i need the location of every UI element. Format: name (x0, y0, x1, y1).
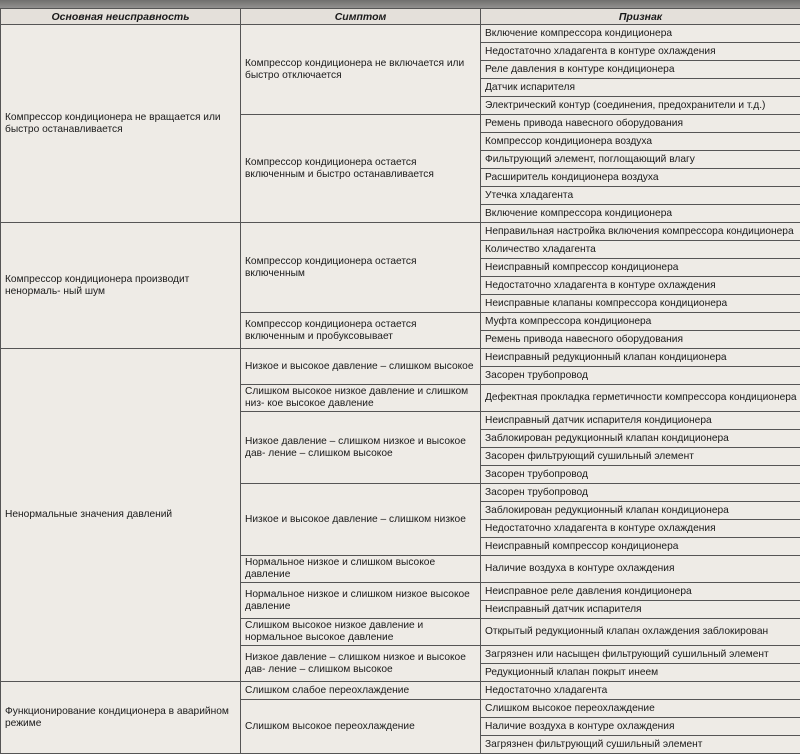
sign-cell: Недостаточно хладагента в контуре охлаждения (481, 277, 800, 295)
sign-cell: Неисправный датчик испарителя (481, 601, 800, 619)
sign-cell: Открытый редукционный клапан охлаждения заблокирован (481, 619, 800, 646)
sign-cell: Заблокирован редукционный клапан кондиционера (481, 430, 800, 448)
sign-cell: Неисправный датчик испарителя кондиционера (481, 412, 800, 430)
symptom-cell: Компрессор кондиционера не включается или быстро отключается (241, 25, 481, 115)
sign-cell: Фильтрующий элемент, поглощающий влагу (481, 151, 800, 169)
sign-cell: Заблокирован редукционный клапан кондиционера (481, 502, 800, 520)
sign-cell: Неисправный редукционный клапан кондиционера (481, 349, 800, 367)
sign-cell: Недостаточно хладагента в контуре охлаждения (481, 43, 800, 61)
symptom-cell: Компрессор кондиционера остается включенным и быстро останавливается (241, 115, 481, 223)
sign-cell: Расширитель кондиционера воздуха (481, 169, 800, 187)
header-sign: Признак (481, 9, 800, 25)
table-row (1, 349, 800, 367)
fault-cause-cell: Компрессор кондиционера не вращается или быстро останавливается (1, 25, 241, 223)
symptom-cell: Низкое давление – слишком низкое и высокое дав- ление – слишком высокое (241, 412, 481, 484)
symptom-cell: Нормальное низкое и слишком высокое давление (241, 556, 481, 583)
sign-cell: Наличие воздуха в контуре охлаждения (481, 556, 800, 583)
table-row (1, 682, 800, 700)
sign-cell: Загрязнен фильтрующий сушильный элемент (481, 736, 800, 754)
symptom-cell: Компрессор кондиционера остается включенным (241, 223, 481, 313)
sign-cell: Включение компрессора кондиционера (481, 205, 800, 223)
sign-cell: Включение компрессора кондиционера (481, 25, 800, 43)
symptom-cell: Нормальное низкое и слишком низкое высокое давление (241, 583, 481, 619)
table-row (1, 223, 800, 241)
symptom-cell: Слишком высокое низкое давление и слишком низ- кое высокое давление (241, 385, 481, 412)
fault-cause-cell: Компрессор кондиционера производит ненормаль- ный шум (1, 223, 241, 349)
table-header-row (1, 9, 800, 25)
sign-cell: Наличие воздуха в контуре охлаждения (481, 718, 800, 736)
sign-cell: Дефектная прокладка герметичности компрессора кондиционера (481, 385, 800, 412)
symptom-cell: Компрессор кондиционера остается включенным и пробуксовывает (241, 313, 481, 349)
sign-cell: Неисправные клапаны компрессора кондиционера (481, 295, 800, 313)
sign-cell: Неисправное реле давления кондиционера (481, 583, 800, 601)
sign-cell: Датчик испарителя (481, 79, 800, 97)
sign-cell: Утечка хладагента (481, 187, 800, 205)
sign-cell: Муфта компрессора кондиционера (481, 313, 800, 331)
sign-cell: Электрический контур (соединения, предохранители и т.д.) (481, 97, 800, 115)
symptom-cell: Низкое давление – слишком низкое и высокое дав- ление – слишком высокое (241, 646, 481, 682)
sign-cell: Неисправный компрессор кондиционера (481, 259, 800, 277)
symptom-cell: Слишком высокое низкое давление и нормальное высокое давление (241, 619, 481, 646)
symptom-cell: Слишком слабое переохлаждение (241, 682, 481, 700)
sign-cell: Неисправный компрессор кондиционера (481, 538, 800, 556)
sign-cell: Недостаточно хладагента (481, 682, 800, 700)
sign-cell: Реле давления в контуре кондиционера (481, 61, 800, 79)
sign-cell: Засорен трубопровод (481, 367, 800, 385)
table-body (1, 25, 800, 754)
header-cause: Основная неисправность (1, 9, 241, 25)
fault-cause-cell: Ненормальные значения давлений (1, 349, 241, 682)
table-row (1, 25, 800, 43)
sign-cell: Засорен трубопровод (481, 466, 800, 484)
sign-cell: Засорен трубопровод (481, 484, 800, 502)
sign-cell: Загрязнен или насыщен фильтрующий сушильный элемент (481, 646, 800, 664)
sign-cell: Количество хладагента (481, 241, 800, 259)
fault-cause-cell: Функционирование кондиционера в аварийном режиме (1, 682, 241, 754)
sign-cell: Слишком высокое переохлаждение (481, 700, 800, 718)
sign-cell: Засорен фильтрующий сушильный элемент (481, 448, 800, 466)
cropped-header-strip (0, 0, 800, 8)
sign-cell: Компрессор кондиционера воздуха (481, 133, 800, 151)
fault-table (0, 8, 800, 754)
header-symptom: Симптом (241, 9, 481, 25)
sign-cell: Недостаточно хладагента в контуре охлаждения (481, 520, 800, 538)
symptom-cell: Низкое и высокое давление – слишком низкое (241, 484, 481, 556)
sign-cell: Ремень привода навесного оборудования (481, 331, 800, 349)
symptom-cell: Слишком высокое переохлаждение (241, 700, 481, 754)
sign-cell: Редукционный клапан покрыт инеем (481, 664, 800, 682)
symptom-cell: Низкое и высокое давление – слишком высокое (241, 349, 481, 385)
sign-cell: Ремень привода навесного оборудования (481, 115, 800, 133)
sign-cell: Неправильная настройка включения компрессора кондиционера (481, 223, 800, 241)
